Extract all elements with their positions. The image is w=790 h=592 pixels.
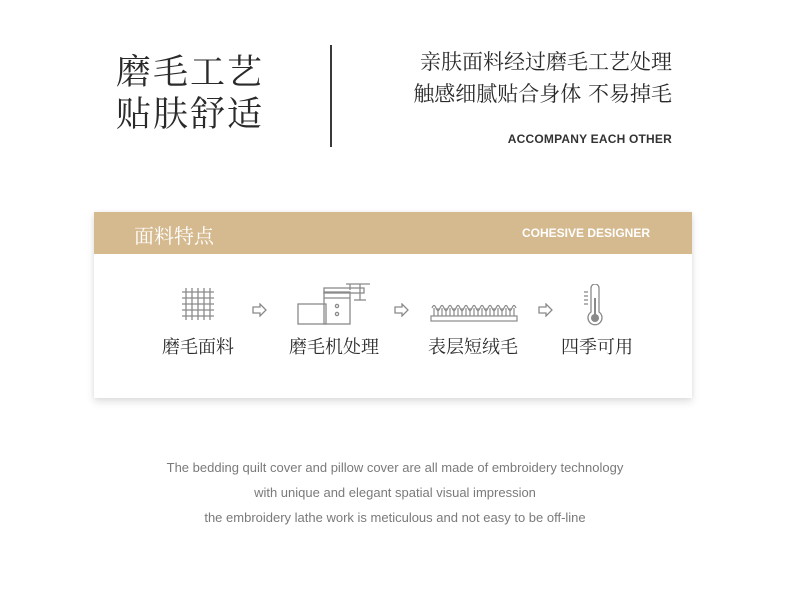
features-title: 面料特点 bbox=[134, 224, 214, 248]
features-card bbox=[94, 212, 692, 398]
features-header bbox=[94, 212, 692, 254]
step-label-1: 磨毛面料 bbox=[162, 337, 234, 358]
footer-line2: with unique and elegant spatial visual impression bbox=[254, 485, 536, 500]
hero-description bbox=[413, 46, 672, 110]
step-label-4: 四季可用 bbox=[561, 337, 633, 358]
hero-title bbox=[116, 52, 264, 136]
arrow-right-icon bbox=[252, 302, 268, 321]
features-subtitle-en: COHESIVE DESIGNER bbox=[521, 226, 650, 240]
thermometer-icon bbox=[582, 284, 608, 328]
arrow-right-icon bbox=[538, 302, 554, 321]
footer-line1: The bedding quilt cover and pillow cover are all made of embroidery technology bbox=[166, 460, 624, 475]
short-fuzz-icon bbox=[430, 302, 518, 324]
hero-desc-line2: 触感细腻贴合身体 不易掉毛 bbox=[413, 82, 672, 106]
hero-subtitle-en: ACCOMPANY EACH OTHER bbox=[507, 132, 672, 146]
vertical-divider bbox=[330, 45, 332, 147]
hero-title-line1: 磨毛工艺 bbox=[116, 53, 265, 93]
grid-fabric-icon bbox=[180, 288, 216, 322]
step-label-3: 表层短绒毛 bbox=[428, 337, 518, 358]
arrow-right-icon bbox=[394, 302, 410, 321]
footer-description bbox=[0, 455, 790, 530]
machine-icon bbox=[294, 280, 380, 326]
hero-desc-line1: 亲肤面料经过磨毛工艺处理 bbox=[420, 50, 672, 74]
step-label-2: 磨毛机处理 bbox=[289, 337, 379, 358]
footer-line3: the embroidery lathe work is meticulous and not easy to be off-line bbox=[204, 510, 586, 525]
hero-title-line2: 贴肤舒适 bbox=[116, 95, 265, 135]
